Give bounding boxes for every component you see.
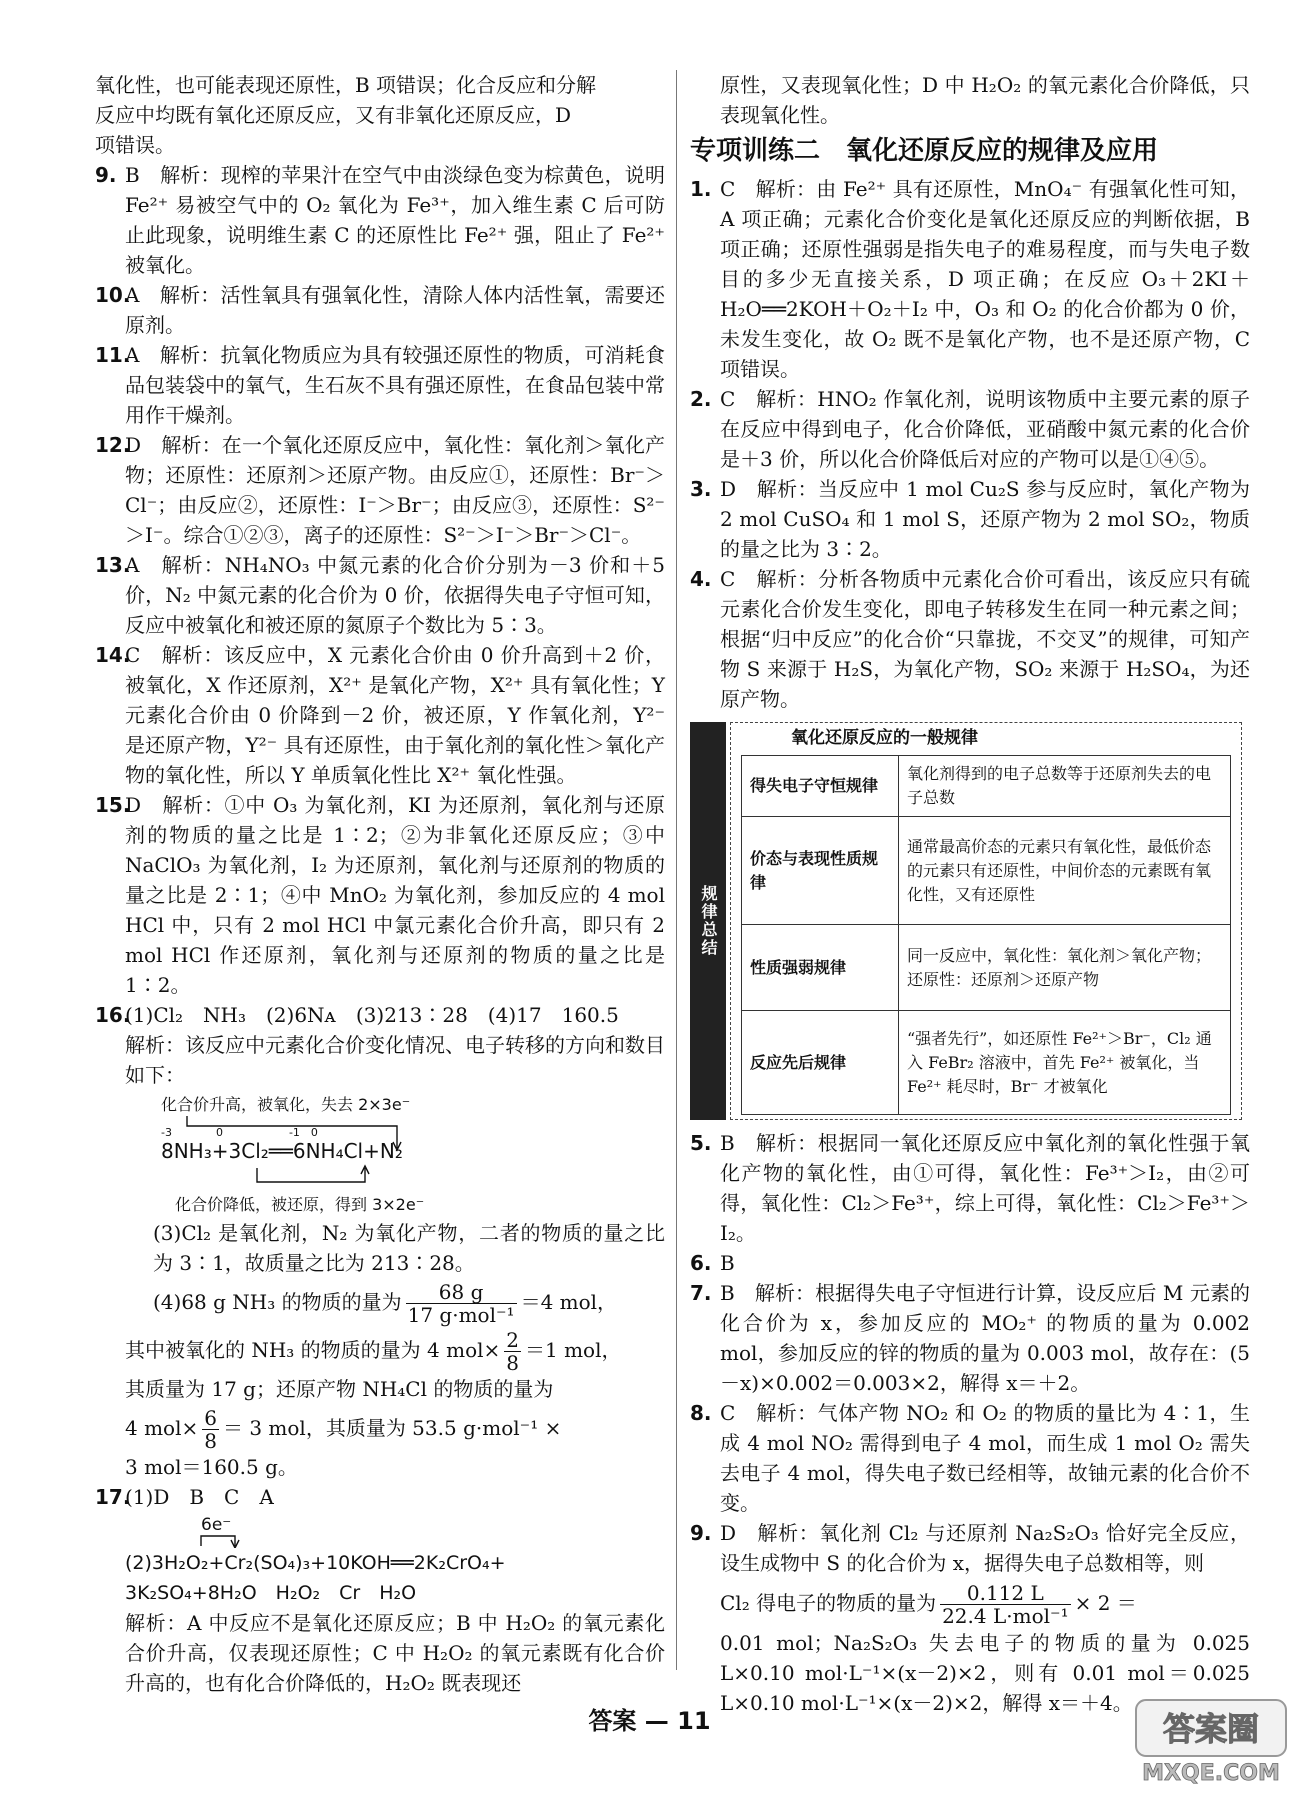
answer-item-9	[690, 1518, 1250, 1718]
table-row	[742, 1011, 1231, 1115]
rule-desc: “强者先行”，如还原性 Fe²⁺＞Br⁻，Cl₂ 通入 FeBr₂ 溶液中，首先 Fe²⁺ 被氧化，当 Fe²⁺ 耗尽时，Br⁻ 才被氧化	[899, 1011, 1231, 1115]
item-number: 12.	[95, 433, 131, 457]
page-footer: 答案 — 11	[588, 1707, 711, 1735]
answer-item-11	[95, 340, 665, 430]
item-explanation: 解析：A 中反应不是氧化还原反应；B 中 H₂O₂ 的氧元素化合价升高，仅表现还原性；C 中 H₂O₂ 的氧元素既有化合价升高的，也有化合价降低的，H₂O₂ 既表现还	[125, 1611, 665, 1695]
item-number: 1.	[690, 177, 712, 201]
item-number: 3.	[690, 477, 712, 501]
paragraph-4	[95, 1278, 665, 1326]
rule-summary-tag: 规律总结	[690, 722, 726, 1120]
item-answers: (1)D B C A	[125, 1485, 274, 1509]
item-explanation: 解析：该反应中元素化合价变化情况、电子转移的方向和数目如下：	[125, 1033, 665, 1087]
item-text: B 解析：根据同一氧化还原反应中氧化剂的氧化性强于氧化产物的氧化性，由①可得，氧化性：Fe³⁺＞I₂，由②可得，氧化性：Cl₂＞Fe³⁺，综上可得，氧化性：Cl₂＞Fe³⁺＞I₂。	[720, 1131, 1250, 1245]
electron-label: 6e⁻	[201, 1515, 232, 1535]
left-column	[95, 70, 665, 1698]
oxidation-note: 化合价升高，被氧化，失去 2×3e⁻	[161, 1095, 411, 1114]
item-text: D 解析：氧化剂 Cl₂ 与还原剂 Na₂S₂O₃ 恰好完全反应，设生成物中 S 的化合价为 x，据得失电子总数相等，则	[720, 1521, 1250, 1575]
rules-table	[741, 755, 1231, 1115]
answer-item-16	[95, 1000, 665, 1090]
answer-item-2	[690, 384, 1250, 474]
item-text: C 解析：HNO₂ 作氧化剂，说明该物质中主要元素的原子在反应中得到电子，化合价降低，亚硝酸中氮元素的化合价是＋3 价，所以化合价降低后对应的产物可以是①④⑤。	[720, 387, 1250, 471]
column-divider	[676, 70, 677, 1670]
item-number: 17.	[95, 1485, 131, 1509]
equation-line: 3K₂SO₄+8H₂O H₂O₂ Cr H₂O	[125, 1582, 417, 1604]
continuation-line: 原性，又表现氧化性；D 中 H₂O₂ 的氧元素化合价降低，只表现氧化性。	[720, 73, 1250, 127]
right-column	[690, 70, 1250, 1718]
oxidation-states: -3 0 -1 0	[161, 1126, 318, 1139]
item-number: 8.	[690, 1401, 712, 1425]
watermark-graphic	[1130, 1690, 1290, 1790]
fraction	[406, 1281, 517, 1326]
rule-name: 得失电子守恒规律	[742, 756, 899, 817]
item-answers: (1)Cl₂ NH₃ (2)6Nᴀ (3)213∶28 (4)17 160.5	[125, 1003, 619, 1027]
text: ＝1 mol，	[525, 1338, 622, 1362]
item-text: A 解析：NH₄NO₃ 中氮元素的化合价分别为－3 价和＋5 价，N₂ 中氮元素的化合价为 0 价，依据得失电子守恒可知，反应中被氧化和被还原的氮原子个数比为 5∶3。	[125, 553, 665, 637]
rule-summary-box	[690, 722, 1250, 1120]
item-text: C 解析：气体产物 NO₂ 和 O₂ 的物质的量比为 4∶1，生成 4 mol NO₂ 需得到电子 4 mol，而生成 1 mol O₂ 需失去电子 4 mol，得失电子数已经相等，故铀元素的化合价不变。	[720, 1401, 1250, 1515]
paragraph-4-cont: 其质量为 17 g；还原产物 NH₄Cl 的物质的量为	[125, 1377, 554, 1401]
electron-count-arrow	[125, 1512, 665, 1548]
item-text: B	[720, 1251, 735, 1275]
item-text: A 解析：活性氧具有强氧化性，清除人体内活性氧，需要还原剂。	[125, 283, 665, 337]
item-text: A 解析：抗氧化物质应为具有较强还原性的物质，可消耗食品包装袋中的氧气，生石灰不具有强还原性，在食品包装中常用作干燥剂。	[125, 343, 665, 427]
item-number: 11.	[95, 343, 131, 367]
paragraph-4-end: 3 mol＝160.5 g。	[125, 1455, 298, 1479]
rule-name: 反应先后规律	[742, 1011, 899, 1115]
section-heading: 专项训练二 氧化还原反应的规律及应用	[690, 136, 1159, 166]
item-text: C 解析：该反应中，X 元素化合价由 0 价升高到＋2 价，被氧化，X 作还原剂，X²⁺ 是氧化产物，X²⁺ 具有氧化性；Y 元素化合价由 0 价降到－2 价，被还原，Y 作氧化剂，Y²⁻ 是还原产物，Y²⁻ 具有还原性，由于氧化剂的氧化性＞氧化产物的氧化性，所以 Y 单质氧化性比 X²⁺ 氧化性强。	[125, 643, 665, 787]
item-number: 7.	[690, 1281, 712, 1305]
text: ＝ 3 mol，其质量为 53.5 g·mol⁻¹ ×	[222, 1416, 562, 1440]
paragraph-4-cont	[95, 1404, 665, 1452]
item-text: C 解析：由 Fe²⁺ 具有还原性，MnO₄⁻ 有强氧化性可知，A 项正确；元素化合价变化是氧化还原反应的判断依据，B 项正确；还原性强弱是指失电子的难易程度，而与失电子数目的多少无直接关系，D 项正确；在反应 O₃＋2KI＋H₂O══2KOH＋O₂＋I₂ 中，O₃ 和 O₂ 的化合价都为 0 价，未发生变化，故 O₂ 既不是氧化产物，也不是还原产物，C 项错误。	[720, 177, 1250, 381]
answer-item-10	[95, 280, 665, 340]
reduction-note: 化合价降低，被还原，得到 3×2e⁻	[175, 1195, 425, 1214]
numerator: 0.112 L	[966, 1581, 1044, 1605]
answer-item-8	[690, 1398, 1250, 1518]
numerator: 6	[204, 1406, 217, 1430]
arrow-bracket	[201, 1536, 235, 1546]
answer-item-17	[95, 1482, 665, 1512]
table-row	[742, 817, 1231, 925]
item-text: C 解析：分析各物质中元素化合价可看出，该反应只有硫元素化合价发生变化，即电子转移发生在同一种元素之间；根据“归中反应”的化合价“只靠拢，不交叉”的规律，可知产物 S 来源于 H₂S，为氧化产物，SO₂ 来源于 H₂SO₄，为还原产物。	[720, 567, 1250, 711]
watermark-text: 答案圈	[1162, 1710, 1260, 1748]
text: (4)68 g NH₃ 的物质的量为	[153, 1290, 402, 1314]
numerator: 2	[506, 1328, 520, 1352]
paragraph-4-cont	[95, 1326, 665, 1374]
watermark-url: MXQE.COM	[1142, 1761, 1280, 1786]
answer-item-6	[690, 1248, 1250, 1278]
rule-name: 价态与表现性质规律	[742, 817, 899, 925]
item-number: 9.	[690, 1521, 712, 1545]
item-number: 5.	[690, 1131, 712, 1155]
item-number: 13.	[95, 553, 131, 577]
item-text: D 解析：①中 O₃ 为氧化剂，KI 为还原剂，氧化剂与还原剂的物质的量之比是 1∶2；②为非氧化还原反应；③中 NaClO₃ 为氧化剂，I₂ 为还原剂，氧化剂与还原剂的物质的量之比是 2∶1；④中 MnO₂ 为氧化剂，参加反应的 4 mol HCl 中，只有 2 mol HCl 中氯元素化合价升高，即只有 2 mol HCl 作还原剂，氧化剂与还原剂的物质的量之比是 1∶2。	[125, 793, 665, 997]
rule-frame	[730, 722, 1242, 1120]
rule-name: 性质强弱规律	[742, 925, 899, 1011]
answer-item-15	[95, 790, 665, 1000]
answer-item-4	[690, 564, 1250, 714]
table-row	[742, 925, 1231, 1011]
continuation-line: 氧化性，也可能表现还原性，B 项错误；化合反应和分解	[95, 73, 597, 97]
item-text: 0.01 mol；Na₂S₂O₃ 失去电子的物质的量为 0.025 L×0.10 mol·L⁻¹×(x－2)×2，则有 0.01 mol＝0.025 L×0.10 mol·L⁻¹×(x－2)×2，解得 x＝＋4。	[720, 1631, 1250, 1715]
watermark-logo	[1130, 1690, 1290, 1790]
answer-item-13	[95, 550, 665, 640]
arrow-shape	[125, 1512, 285, 1548]
answer-item-12	[95, 430, 665, 550]
electron-transfer-diagram	[125, 1090, 665, 1218]
answer-item-14	[95, 640, 665, 790]
denominator: 8	[506, 1351, 520, 1375]
answer-item-1	[690, 174, 1250, 384]
equation-line: (2)3H₂O₂+Cr₂(SO₄)₃+10KOH══2K₂CrO₄+	[125, 1552, 506, 1574]
item-number: 16.	[95, 1003, 131, 1027]
item-text	[720, 1578, 1250, 1628]
text: × 2 ＝	[1074, 1591, 1137, 1615]
item-number: 9.	[95, 163, 117, 187]
rule-desc: 氧化剂得到的电子总数等于还原剂失去的电子总数	[899, 756, 1231, 817]
answer-item-9	[95, 160, 665, 280]
item-number: 6.	[690, 1251, 712, 1275]
numerator: 68 g	[438, 1280, 484, 1304]
paragraph-3: (3)Cl₂ 是氧化剂，N₂ 为氧化产物，二者的物质的量之比为 3∶1，故质量之比为 213∶28。	[153, 1221, 665, 1275]
rule-desc: 通常最高价态的元素只有氧化性，最低价态的元素只有还原性，中间价态的元素既有氧化性，又有还原性	[899, 817, 1231, 925]
reaction-equation: 8NH₃+3Cl₂══6NH₄Cl+N₂	[161, 1139, 403, 1163]
denominator: 17 g·mol⁻¹	[407, 1303, 515, 1327]
fraction	[504, 1329, 521, 1374]
answer-item-5	[690, 1128, 1250, 1248]
rule-title: 氧化还原反应的一般规律	[791, 728, 978, 748]
continuation-line: 反应中均既有氧化还原反应，又有非氧化还原反应，D	[95, 103, 572, 127]
item-text: D 解析：当反应中 1 mol Cu₂S 参与反应时，氧化产物为 2 mol CuSO₄ 和 1 mol S，还原产物为 2 mol SO₂，物质的量之比为 3∶2。	[720, 477, 1250, 561]
text: ＝4 mol，	[520, 1290, 618, 1314]
item-number: 2.	[690, 387, 712, 411]
fraction	[202, 1407, 219, 1452]
answer-item-3	[690, 474, 1250, 564]
text: 4 mol×	[125, 1416, 199, 1440]
item-text: B 解析：现榨的苹果汁在空气中由淡绿色变为棕黄色，说明 Fe²⁺ 易被空气中的 O₂ 氧化为 Fe³⁺，加入维生素 C 后可防止此现象，说明维生素 C 的还原性比 Fe²⁺ 强，阻止了 Fe²⁺ 被氧化。	[125, 163, 665, 277]
answer-item-7	[690, 1278, 1250, 1398]
item-text: B 解析：根据得失电子守恒进行计算，设反应后 M 元素的化合价为 x，参加反应的 MO₂⁺ 的物质的量为 0.002 mol，参加反应的锌的物质的量为 0.003 mol，故存在：(5－x)×0.002＝0.003×2，解得 x＝＋2。	[720, 1281, 1250, 1395]
item-number: 15.	[95, 793, 131, 817]
item-number: 14.	[95, 643, 131, 667]
denominator: 22.4 L·mol⁻¹	[942, 1604, 1069, 1628]
text: 其中被氧化的 NH₃ 的物质的量为 4 mol×	[125, 1338, 501, 1362]
item-number: 10.	[95, 283, 131, 307]
lower-bracket	[257, 1168, 365, 1182]
text: Cl₂ 得电子的物质的量为	[720, 1591, 937, 1615]
rule-desc: 同一反应中，氧化性：氧化剂＞氧化产物；还原性：还原剂＞还原产物	[899, 925, 1231, 1011]
item-text: D 解析：在一个氧化还原反应中，氧化性：氧化剂＞氧化产物；还原性：还原剂＞还原产物。由反应①，还原性：Br⁻＞Cl⁻；由反应②，还原性：I⁻＞Br⁻；由反应③，还原性：S²⁻＞I⁻。综合①②③，离子的还原性：S²⁻＞I⁻＞Br⁻＞Cl⁻。	[125, 433, 665, 547]
continuation-line: 项错误。	[95, 133, 175, 157]
item-number: 4.	[690, 567, 712, 591]
denominator: 8	[204, 1429, 217, 1453]
table-row	[742, 756, 1231, 817]
fraction	[940, 1582, 1071, 1627]
